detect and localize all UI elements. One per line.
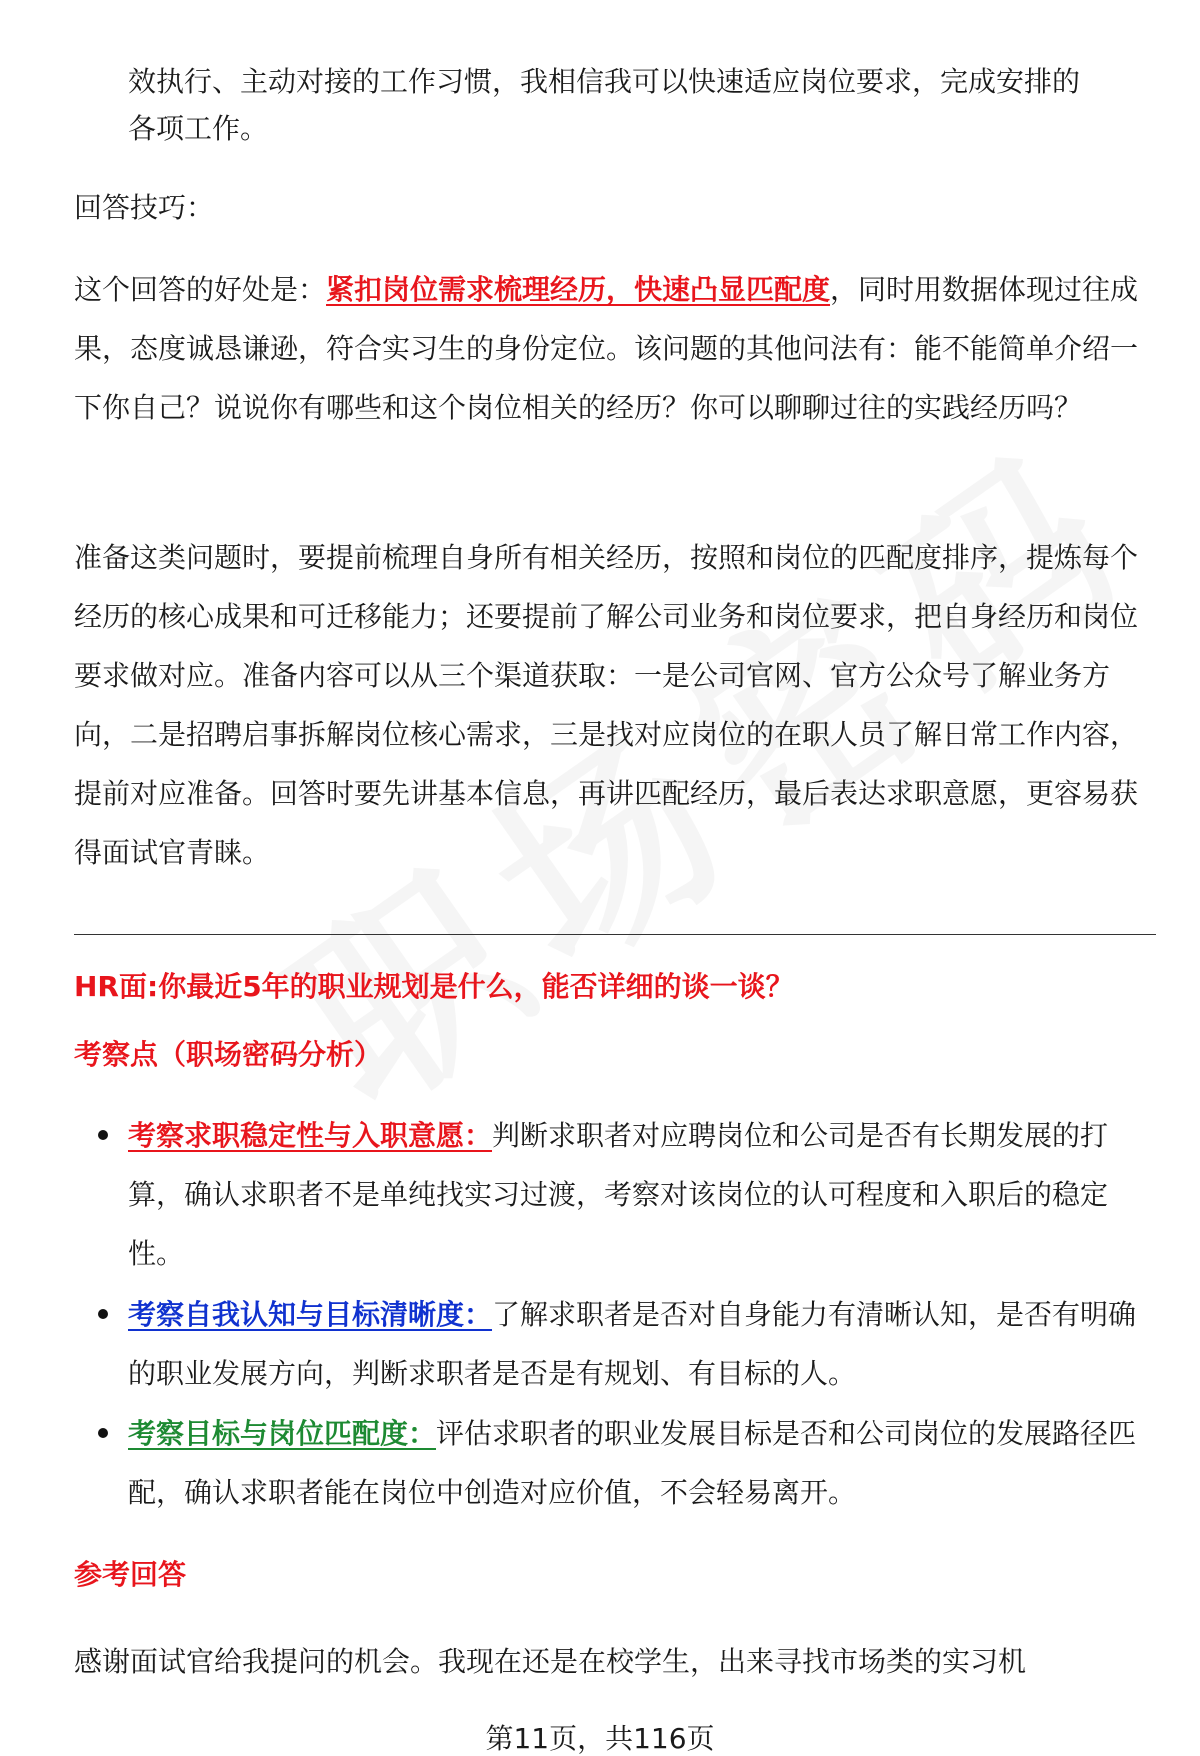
exam-points-title: 考察点（职场密码分析） bbox=[74, 1038, 383, 1071]
reference-text: 感谢面试官给我提问的机会。我现在还是在校学生，出来寻找市场类的实习机 bbox=[74, 1645, 1027, 1678]
exam-point-3-text: 评估求职者的职业发展目标是否和公司岗位的发展路径匹配，确认求职者能在岗位中创造对应价值，不会轻易离开。 bbox=[128, 1417, 1137, 1509]
exam-point-1-label: 考察求职稳定性与入职意愿： bbox=[128, 1119, 493, 1152]
tips-label: 回答技巧： bbox=[74, 191, 215, 224]
tips-paragraph bbox=[74, 260, 1154, 437]
bullet-dot bbox=[98, 1309, 108, 1319]
prep-paragraph: 准备这类问题时，要提前梳理自身所有相关经历，按照和岗位的匹配度排序，提炼每个经历的核心成果和可迁移能力；还要提前了解公司业务和岗位要求，把自身经历和岗位要求做对应。准备内容可以从三个渠道获取：一是公司官网、官方公众号了解业务方向，二是招聘启事拆解岗位核心需求，三是找对应岗位的在职人员了解日常工作内容，提前对应准备。回答时要先讲基本信息，再讲匹配经历，最后表达求职意愿，更容易获得面试官青睐。 bbox=[74, 541, 1139, 869]
reference-title: 参考回答 bbox=[74, 1558, 187, 1591]
exam-point-2-label: 考察自我认知与目标清晰度： bbox=[128, 1298, 493, 1331]
exam-point-1-text: 判断求职者对应聘岗位和公司是否有长期发展的打算，确认求职者不是单纯找实习过渡，考察对该岗位的认可程度和入职后的稳定性。 bbox=[128, 1119, 1109, 1270]
divider bbox=[74, 934, 1156, 935]
tips-rest: ，同时用数据体现过往成果，态度诚恳谦逊，符合实习生的身份定位。该问题的其他问法有：能不能简单介绍一下你自己？说说你有哪些和这个岗位相关的经历？你可以聊聊过往的实践经历吗？ bbox=[74, 273, 1139, 424]
bullet-dot bbox=[98, 1130, 108, 1140]
intro-line-1: 效执行、主动对接的工作习惯，我相信我可以快速适应岗位要求，完成安排的 bbox=[128, 65, 1081, 98]
intro-line-2: 各项工作。 bbox=[128, 112, 269, 145]
exam-point-3-label: 考察目标与岗位匹配度： bbox=[128, 1417, 437, 1450]
question-heading: HR面:你最近5年的职业规划是什么，能否详细的谈一谈？ bbox=[74, 970, 794, 1003]
tips-prefix: 这个回答的好处是： bbox=[74, 273, 327, 306]
exam-point-2-text: 了解求职者是否对自身能力有清晰认知，是否有明确的职业发展方向，判断求职者是否是有规划、有目标的人。 bbox=[128, 1298, 1137, 1390]
page-footer: 第11页，共116页 bbox=[485, 1722, 715, 1755]
exam-point-1 bbox=[128, 1106, 1158, 1283]
exam-point-3 bbox=[128, 1404, 1158, 1522]
exam-point-2 bbox=[128, 1285, 1158, 1403]
bullet-dot bbox=[98, 1428, 108, 1438]
tips-highlight: 紧扣岗位需求梳理经历，快速凸显匹配度 bbox=[326, 273, 831, 306]
